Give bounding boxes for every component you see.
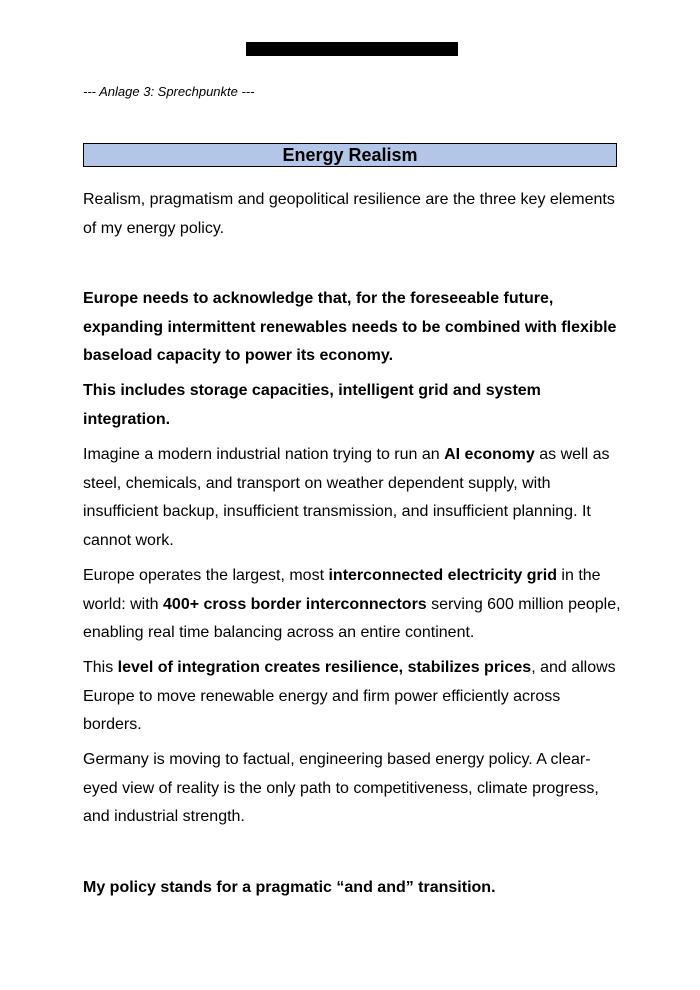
paragraph-grid-text-end: serving 600 million people, enabling real time balancing across an entire continent. (83, 595, 621, 641)
redaction-bar (246, 42, 458, 56)
annex-label: --- Anlage 3: Sprechpunkte --- (83, 84, 255, 99)
paragraph-ai-economy (83, 441, 623, 555)
paragraph-ai-economy-text-end: as well as steel, chemicals, and transport on weather dependent supply, with insufficient backup, insufficient transmission, and insufficient planning. It cannot work. (83, 446, 610, 549)
paragraph-policy: My policy stands for a pragmatic “and and” transition. (83, 879, 496, 896)
paragraph-germany: Germany is moving to factual, engineering based energy policy. A clear-eyed view of reality is the only path to competitiveness, climate progress, and industrial strength. (83, 751, 599, 825)
paragraph-integration-text: This (83, 659, 118, 676)
paragraph-grid (83, 562, 623, 648)
paragraph-grid-text-mid: in the world: with (83, 567, 601, 613)
paragraph-grid-text: Europe operates the largest, most (83, 567, 329, 584)
paragraph-ai-economy-bold: AI economy (444, 446, 535, 463)
paragraph-integration-text-end: , and allows Europe to move renewable energy and firm power efficiently across borders. (83, 659, 616, 733)
paragraph-integration (83, 654, 623, 740)
paragraph-storage: This includes storage capacities, intelligent grid and system integration. (83, 382, 541, 428)
paragraph-grid-bold: interconnected electricity grid (328, 567, 557, 584)
paragraph-baseload: Europe needs to acknowledge that, for the foreseeable future, expanding intermittent renewables needs to be combined with flexible baseload capacity to power its economy. (83, 290, 617, 364)
paragraph-intro: Realism, pragmatism and geopolitical resilience are the three key elements of my energy policy. (83, 191, 615, 237)
paragraph-grid-bold-interconnectors: 400+ cross border interconnectors (163, 595, 427, 613)
paragraph-integration-bold: level of integration creates resilience, stabilizes prices (117, 659, 532, 676)
document-title: Energy Realism (83, 143, 617, 167)
paragraph-ai-economy-text: Imagine a modern industrial nation trying to run an (83, 446, 445, 463)
